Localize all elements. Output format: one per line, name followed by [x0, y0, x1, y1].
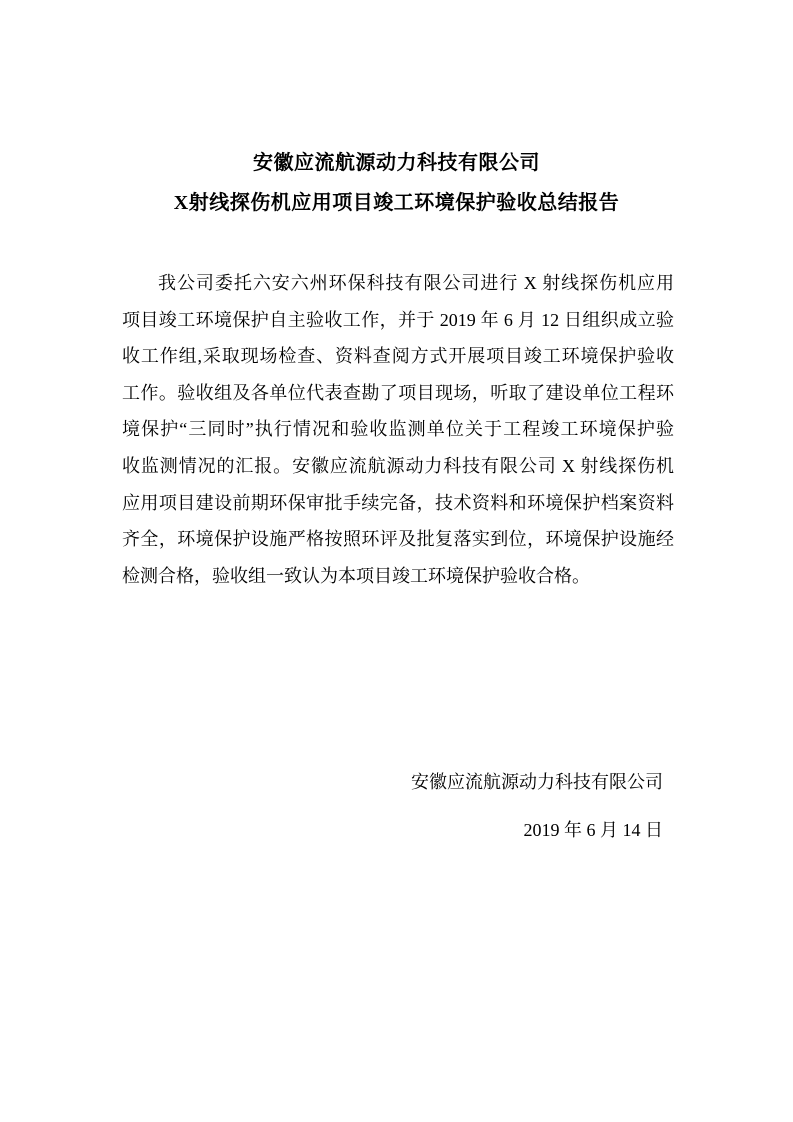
report-body: [122, 270, 674, 599]
body-line: 检测合格，验收组一致认为本项目竣工环境保护验收合格。: [122, 565, 590, 586]
signature-date: 2019 年 6 月 14 日: [523, 820, 663, 840]
signature-company: 安徽应流航源动力科技有限公司: [411, 772, 663, 792]
body-line: 我公司委托六安六州环保科技有限公司进行 X 射线探伤机应用: [158, 273, 674, 293]
company-title: 安徽应流航源动力科技有限公司: [253, 152, 540, 174]
body-line: 收工作组,采取现场检查、资料查阅方式开展项目竣工环境保护验收: [122, 346, 674, 367]
report-title: X射线探伤机应用项目竣工环境保护验收总结报告: [173, 192, 620, 214]
body-line: 工作。验收组及各单位代表查勘了项目现场，听取了建设单位工程环: [122, 382, 674, 403]
body-line: 项目竣工环境保护自主验收工作，并于 2019 年 6 月 12 日组织成立验: [122, 309, 674, 330]
body-line: 应用项目建设前期环保审批手续完备，技术资料和环境保护档案资料: [122, 492, 674, 513]
body-line: 齐全，环境保护设施严格按照环评及批复落实到位，环境保护设施经: [122, 529, 674, 550]
body-line: 境保护“三同时”执行情况和验收监测单位关于工程竣工环境保护验: [122, 419, 674, 440]
body-line: 收监测情况的汇报。安徽应流航源动力科技有限公司 X 射线探伤机: [122, 455, 674, 476]
